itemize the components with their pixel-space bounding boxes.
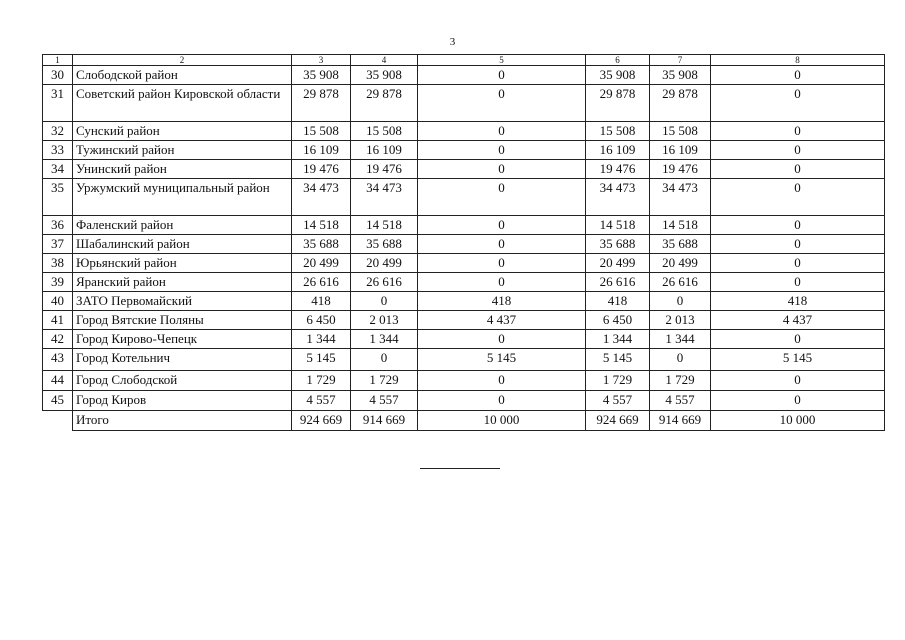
value-cell-c6: 16 109 — [586, 141, 650, 160]
value-cell-c8: 0 — [711, 254, 885, 273]
column-number-row — [43, 55, 885, 66]
row-number: 45 — [43, 391, 73, 411]
value-cell-c4: 35 908 — [351, 66, 418, 85]
table-body — [43, 55, 885, 431]
value-cell-c3: 35 688 — [292, 235, 351, 254]
row-number: 38 — [43, 254, 73, 273]
value-cell-c8: 0 — [711, 235, 885, 254]
value-cell-c5: 418 — [418, 292, 586, 311]
value-cell-c8: 0 — [711, 179, 885, 216]
value-cell-c7: 0 — [650, 292, 711, 311]
total-value-c4: 914 669 — [351, 411, 418, 431]
value-cell-c4: 2 013 — [351, 311, 418, 330]
value-cell-c5: 0 — [418, 330, 586, 349]
value-cell-c4: 4 557 — [351, 391, 418, 411]
value-cell-c5: 0 — [418, 254, 586, 273]
value-cell-c7: 35 688 — [650, 235, 711, 254]
row-number: 34 — [43, 160, 73, 179]
value-cell-c5: 0 — [418, 85, 586, 122]
column-number: 3 — [292, 55, 351, 66]
value-cell-c5: 0 — [418, 273, 586, 292]
budget-table-container — [42, 54, 885, 431]
value-cell-c6: 35 688 — [586, 235, 650, 254]
value-cell-c8: 418 — [711, 292, 885, 311]
table-row — [43, 330, 885, 349]
column-number: 4 — [351, 55, 418, 66]
value-cell-c7: 1 729 — [650, 371, 711, 391]
municipality-name: Сунский район — [73, 122, 292, 141]
column-number: 2 — [73, 55, 292, 66]
total-blank-cell — [43, 411, 73, 431]
value-cell-c3: 16 109 — [292, 141, 351, 160]
value-cell-c5: 0 — [418, 179, 586, 216]
value-cell-c8: 0 — [711, 273, 885, 292]
value-cell-c8: 0 — [711, 330, 885, 349]
value-cell-c6: 26 616 — [586, 273, 650, 292]
row-number: 31 — [43, 85, 73, 122]
value-cell-c3: 29 878 — [292, 85, 351, 122]
table-row — [43, 235, 885, 254]
value-cell-c8: 0 — [711, 85, 885, 122]
column-number: 7 — [650, 55, 711, 66]
value-cell-c3: 6 450 — [292, 311, 351, 330]
value-cell-c5: 0 — [418, 122, 586, 141]
value-cell-c6: 5 145 — [586, 349, 650, 371]
row-number: 39 — [43, 273, 73, 292]
row-number: 30 — [43, 66, 73, 85]
value-cell-c6: 14 518 — [586, 216, 650, 235]
municipality-name: Город Киров — [73, 391, 292, 411]
table-row — [43, 391, 885, 411]
total-value-c6: 924 669 — [586, 411, 650, 431]
table-row — [43, 160, 885, 179]
value-cell-c4: 20 499 — [351, 254, 418, 273]
value-cell-c4: 14 518 — [351, 216, 418, 235]
value-cell-c6: 19 476 — [586, 160, 650, 179]
total-row — [43, 411, 885, 431]
row-number: 44 — [43, 371, 73, 391]
value-cell-c6: 418 — [586, 292, 650, 311]
column-number: 5 — [418, 55, 586, 66]
closing-rule-line — [420, 468, 500, 469]
row-number: 40 — [43, 292, 73, 311]
table-row — [43, 311, 885, 330]
value-cell-c8: 4 437 — [711, 311, 885, 330]
value-cell-c6: 20 499 — [586, 254, 650, 273]
value-cell-c6: 1 729 — [586, 371, 650, 391]
table-row — [43, 254, 885, 273]
value-cell-c8: 0 — [711, 160, 885, 179]
row-number: 33 — [43, 141, 73, 160]
municipality-name: Город Вятские Поляны — [73, 311, 292, 330]
value-cell-c3: 418 — [292, 292, 351, 311]
value-cell-c6: 15 508 — [586, 122, 650, 141]
value-cell-c3: 19 476 — [292, 160, 351, 179]
value-cell-c6: 34 473 — [586, 179, 650, 216]
value-cell-c5: 0 — [418, 235, 586, 254]
value-cell-c8: 0 — [711, 371, 885, 391]
column-number: 6 — [586, 55, 650, 66]
row-number: 43 — [43, 349, 73, 371]
budget-table — [42, 54, 885, 431]
value-cell-c4: 0 — [351, 292, 418, 311]
total-value-c3: 924 669 — [292, 411, 351, 431]
value-cell-c8: 5 145 — [711, 349, 885, 371]
value-cell-c5: 0 — [418, 160, 586, 179]
value-cell-c3: 14 518 — [292, 216, 351, 235]
municipality-name: Яранский район — [73, 273, 292, 292]
value-cell-c4: 19 476 — [351, 160, 418, 179]
value-cell-c7: 26 616 — [650, 273, 711, 292]
value-cell-c4: 35 688 — [351, 235, 418, 254]
value-cell-c7: 2 013 — [650, 311, 711, 330]
row-number: 37 — [43, 235, 73, 254]
table-row — [43, 273, 885, 292]
value-cell-c5: 4 437 — [418, 311, 586, 330]
value-cell-c7: 0 — [650, 349, 711, 371]
table-row — [43, 292, 885, 311]
value-cell-c7: 15 508 — [650, 122, 711, 141]
value-cell-c5: 0 — [418, 216, 586, 235]
municipality-name: Унинский район — [73, 160, 292, 179]
municipality-name: Город Слободской — [73, 371, 292, 391]
value-cell-c5: 5 145 — [418, 349, 586, 371]
value-cell-c4: 1 729 — [351, 371, 418, 391]
total-value-c5: 10 000 — [418, 411, 586, 431]
value-cell-c4: 34 473 — [351, 179, 418, 216]
value-cell-c7: 20 499 — [650, 254, 711, 273]
row-number: 36 — [43, 216, 73, 235]
value-cell-c8: 0 — [711, 141, 885, 160]
value-cell-c7: 29 878 — [650, 85, 711, 122]
value-cell-c3: 4 557 — [292, 391, 351, 411]
total-label: Итого — [73, 411, 292, 431]
table-row — [43, 349, 885, 371]
column-number: 1 — [43, 55, 73, 66]
total-value-c7: 914 669 — [650, 411, 711, 431]
page-number: 3 — [449, 36, 456, 48]
row-number: 32 — [43, 122, 73, 141]
value-cell-c3: 15 508 — [292, 122, 351, 141]
value-cell-c3: 5 145 — [292, 349, 351, 371]
value-cell-c6: 4 557 — [586, 391, 650, 411]
value-cell-c4: 16 109 — [351, 141, 418, 160]
municipality-name: Слободской район — [73, 66, 292, 85]
value-cell-c8: 0 — [711, 216, 885, 235]
value-cell-c5: 0 — [418, 141, 586, 160]
value-cell-c3: 1 344 — [292, 330, 351, 349]
municipality-name: ЗАТО Первомайский — [73, 292, 292, 311]
value-cell-c8: 0 — [711, 122, 885, 141]
value-cell-c3: 26 616 — [292, 273, 351, 292]
row-number: 42 — [43, 330, 73, 349]
value-cell-c7: 19 476 — [650, 160, 711, 179]
municipality-name: Советский район Кировской области — [73, 85, 292, 122]
column-number: 8 — [711, 55, 885, 66]
value-cell-c7: 4 557 — [650, 391, 711, 411]
row-number: 35 — [43, 179, 73, 216]
value-cell-c6: 1 344 — [586, 330, 650, 349]
municipality-name: Шабалинский район — [73, 235, 292, 254]
municipality-name: Фаленский район — [73, 216, 292, 235]
value-cell-c7: 34 473 — [650, 179, 711, 216]
value-cell-c6: 29 878 — [586, 85, 650, 122]
value-cell-c7: 35 908 — [650, 66, 711, 85]
value-cell-c5: 0 — [418, 391, 586, 411]
value-cell-c3: 35 908 — [292, 66, 351, 85]
municipality-name: Город Котельнич — [73, 349, 292, 371]
table-row — [43, 85, 885, 122]
value-cell-c6: 35 908 — [586, 66, 650, 85]
municipality-name: Город Кирово-Чепецк — [73, 330, 292, 349]
table-row — [43, 179, 885, 216]
municipality-name: Уржумский муниципальный район — [73, 179, 292, 216]
value-cell-c7: 16 109 — [650, 141, 711, 160]
value-cell-c4: 29 878 — [351, 85, 418, 122]
value-cell-c3: 1 729 — [292, 371, 351, 391]
value-cell-c5: 0 — [418, 371, 586, 391]
value-cell-c8: 0 — [711, 66, 885, 85]
table-row — [43, 141, 885, 160]
municipality-name: Юрьянский район — [73, 254, 292, 273]
value-cell-c3: 34 473 — [292, 179, 351, 216]
value-cell-c4: 15 508 — [351, 122, 418, 141]
value-cell-c5: 0 — [418, 66, 586, 85]
value-cell-c4: 1 344 — [351, 330, 418, 349]
table-row — [43, 122, 885, 141]
value-cell-c4: 0 — [351, 349, 418, 371]
table-row — [43, 371, 885, 391]
table-row — [43, 216, 885, 235]
value-cell-c4: 26 616 — [351, 273, 418, 292]
value-cell-c8: 0 — [711, 391, 885, 411]
value-cell-c3: 20 499 — [292, 254, 351, 273]
total-value-c8: 10 000 — [711, 411, 885, 431]
value-cell-c6: 6 450 — [586, 311, 650, 330]
table-row — [43, 66, 885, 85]
municipality-name: Тужинский район — [73, 141, 292, 160]
row-number: 41 — [43, 311, 73, 330]
value-cell-c7: 14 518 — [650, 216, 711, 235]
value-cell-c7: 1 344 — [650, 330, 711, 349]
